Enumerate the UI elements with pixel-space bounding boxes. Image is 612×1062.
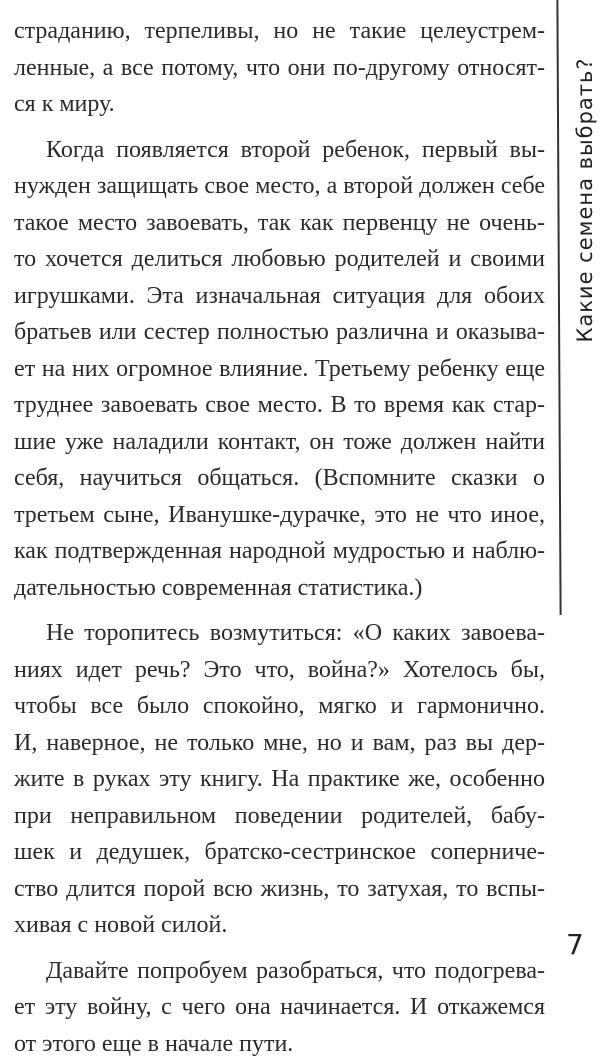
paragraph-3 <box>14 615 545 944</box>
text-line: такое место завоевать, так как первенцу не очень- <box>14 205 545 242</box>
text-line: игрушками. Эта изначальная ситуация для обоих <box>14 278 545 315</box>
margin-rule <box>556 0 561 615</box>
text-line: нужден защищать свое место, а второй должен себе <box>14 168 545 205</box>
text-line: шие уже наладили контакт, он тоже должен найти <box>14 424 545 461</box>
text-line: шек и дедушек, братско-сестринское соперниче- <box>14 834 545 871</box>
text-line: труднее завоевать свое место. В то время как стар- <box>14 387 545 424</box>
text-line: страданию, терпеливы, но не такие целеустрем- <box>14 13 545 50</box>
text-line: дательностью современная статистика.) <box>14 570 545 607</box>
paragraph-gap <box>14 944 545 953</box>
text-line: ленные, а все потому, что они по-другому относят- <box>14 50 545 87</box>
text-line: как подтвержденная народной мудростью и наблю- <box>14 533 545 570</box>
text-line: при неправильном поведении родителей, бабу- <box>14 798 545 835</box>
paragraph-gap <box>14 123 545 132</box>
text-line: то хочется делиться любовью родителей и своими <box>14 241 545 278</box>
text-line: ет на них огромное влияние. Третьему ребенку еще <box>14 351 545 388</box>
text-line: ет эту войну, с чего она начинается. И откажемся <box>14 989 545 1026</box>
page-number: 7 <box>566 928 584 961</box>
text-line: чтобы все было спокойно, мягко и гармонично. <box>14 688 545 725</box>
text-line: братьев или сестер полностью различна и оказыва- <box>14 314 545 351</box>
text-line: Не торопитесь возмутиться: «О каких завоева- <box>14 615 545 652</box>
paragraph-1 <box>14 13 545 123</box>
paragraph-2 <box>14 132 545 607</box>
text-line: жите в руках эту книгу. На практике же, особенно <box>14 761 545 798</box>
body-text <box>14 13 545 1062</box>
text-line: И, наверное, не только мне, но и вам, раз вы дер- <box>14 725 545 762</box>
text-line: ство длится порой всю жизнь, то затухая, то вспы- <box>14 871 545 908</box>
text-line: третьем сыне, Иванушке-дурачке, это не что иное, <box>14 497 545 534</box>
text-line: хивая с новой силой. <box>14 907 545 944</box>
text-line: ниях идет речь? Это что, война?» Хотелось бы, <box>14 652 545 689</box>
text-line: Давайте попробуем разобраться, что подогрева- <box>14 953 545 990</box>
text-line: от этого еще в начале пути. <box>14 1026 545 1062</box>
text-line: себя, научиться общаться. (Вспомните сказки о <box>14 460 545 497</box>
running-head: Какие семена выбрать? <box>573 57 597 342</box>
text-line: ся к миру. <box>14 86 545 123</box>
text-line: Когда появляется второй ребенок, первый вы- <box>14 132 545 169</box>
paragraph-4 <box>14 953 545 1062</box>
paragraph-gap <box>14 606 545 615</box>
